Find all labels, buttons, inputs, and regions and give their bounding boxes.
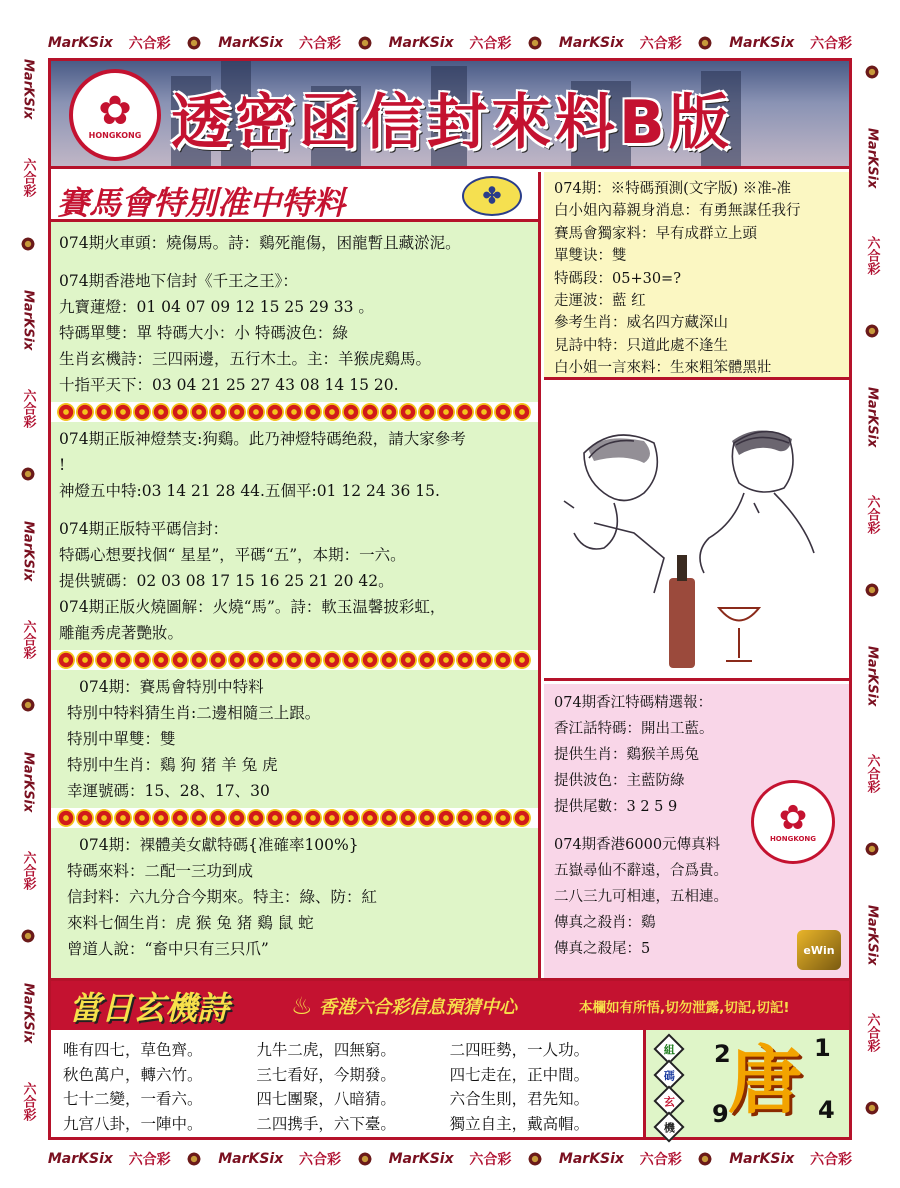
- liuhecai-text: 六合彩: [469, 36, 512, 52]
- combo-label-diamond: 碼: [653, 1059, 684, 1090]
- poem-grid: [51, 1030, 643, 1137]
- flower-icon: [864, 582, 880, 598]
- flower-icon: [864, 64, 880, 80]
- combo-number: 9: [712, 1100, 729, 1128]
- text-line: 白小姐一言來料：生來粗笨體黑壯: [554, 360, 772, 377]
- liuhecai-text: 六合彩: [128, 36, 171, 52]
- liuhecai-text: 六合彩: [469, 1152, 512, 1168]
- right-top-panel: [544, 172, 849, 380]
- marksix-text: MarKSix: [388, 1151, 454, 1167]
- combo-labels: [658, 1038, 680, 1138]
- flower-icon: [186, 1151, 202, 1167]
- liuhecai-text: 六合彩: [20, 1081, 36, 1121]
- liuhecai-text: 六合彩: [20, 158, 36, 198]
- logo-caption: HONGKONG: [88, 130, 142, 140]
- marksix-text: MarKSix: [864, 645, 880, 707]
- flower-icon: [20, 928, 36, 944]
- marksix-text: MarKSix: [218, 1151, 284, 1167]
- text-line: 單雙诀：雙: [554, 248, 627, 265]
- liuhecai-text: 六合彩: [639, 36, 682, 52]
- text-line: 見詩中特：只道此處不逢生: [554, 337, 728, 354]
- liuhecai-text: 六合彩: [20, 850, 36, 890]
- liuhecai-text: 六合彩: [864, 236, 880, 276]
- liuhecai-text: 六合彩: [864, 1013, 880, 1053]
- bar-note: 本欄如有所悟,切勿泄露,切記,切記!: [579, 999, 790, 1016]
- text-line: 走運波：藍 红: [554, 293, 646, 310]
- flower-icon: [357, 1151, 373, 1167]
- poem-row: [63, 1112, 643, 1137]
- bell-icon: ♨: [291, 991, 313, 1020]
- flower-icon: [527, 1151, 543, 1167]
- decorative-divider: [51, 402, 538, 422]
- text-line: 074期：※特碼預測(文字版) ※准-准: [554, 181, 791, 197]
- combo-big-character: 唐: [728, 1038, 802, 1124]
- top-border-strip: [40, 28, 860, 58]
- poem-line: 三七看好，今期發。: [256, 1065, 396, 1084]
- text-line: 傳真之殺肖：鷄: [554, 915, 656, 931]
- flower-icon: [697, 35, 713, 51]
- bauhinia-icon: ✿: [98, 87, 132, 134]
- marksix-text: MarKSix: [729, 1151, 795, 1167]
- right-border-strip: [856, 40, 888, 1140]
- text-line: 提供尾數：3 2 5 9: [554, 799, 678, 815]
- decorative-divider: [51, 808, 538, 828]
- sketch-illustration: [544, 383, 849, 681]
- liuhecai-text: 六合彩: [299, 1152, 342, 1168]
- poem-line: 二四旺勢，一人功。: [449, 1041, 590, 1059]
- flower-icon: [357, 35, 373, 51]
- main-frame: [48, 58, 852, 1140]
- text-line: 提供波色：主藍防綠: [554, 773, 685, 789]
- bottom-border-strip: [40, 1144, 860, 1174]
- poem-line: 秋色萬户，轉六竹。: [63, 1065, 203, 1084]
- text-line: 074期正版神燈禁支:狗鷄。此乃神燈特碼绝殺，請大家參考: [59, 430, 466, 448]
- flower-icon: [864, 1100, 880, 1116]
- marksix-text: MarKSix: [218, 35, 284, 51]
- text-line: 特別中特料猜生肖:二邊相隨三上跟。: [67, 704, 321, 722]
- flower-icon: [20, 697, 36, 713]
- text-line: 074期：賽馬會特別中特料: [79, 678, 264, 696]
- poem-line: 六合生則，君先知。: [449, 1090, 590, 1108]
- liuhecai-text: 六合彩: [810, 1152, 853, 1168]
- text-line: 白小姐內幕親身消息：有勇無謀任我行: [554, 203, 801, 220]
- daily-poem-bar: [51, 978, 849, 1030]
- text-line: 五嶽尋仙不辭遠，合爲貴。: [554, 863, 728, 879]
- text-line: 參考生肖：威名四方藏深山: [554, 315, 728, 332]
- text-line: !: [59, 456, 66, 474]
- text-line: 特碼心想要找個“ 星星”，平碼“五”，本期：一六。: [59, 546, 406, 564]
- combo-label-diamond: 組: [653, 1033, 684, 1064]
- right-bottom-panel: [544, 684, 849, 978]
- bar-title: 當日玄機詩: [69, 988, 230, 1027]
- bar-center-text: 香港六合彩信息預猜中心: [319, 996, 517, 1018]
- marksix-text: MarKSix: [20, 520, 36, 582]
- header-banner: [51, 61, 849, 169]
- decorative-divider: [51, 650, 538, 670]
- text-line: 074期香江特碼精選報：: [554, 695, 713, 711]
- text-line: 神燈五中特:03 14 21 28 44.五個平:01 12 24 36 15.: [59, 482, 440, 500]
- text-line: 074期香港6000元傳真料: [554, 837, 721, 853]
- ewin-label: eWin: [803, 943, 835, 957]
- flower-icon: [20, 236, 36, 252]
- text-line: 傳真之殺尾：5: [554, 941, 651, 957]
- liuhecai-text: 六合彩: [128, 1152, 171, 1168]
- text-line: 信封料：六九分合今期來。特主：綠、防：紅: [67, 888, 378, 906]
- text-line: 特別中單雙：雙: [67, 730, 176, 748]
- marksix-text: MarKSix: [20, 751, 36, 813]
- text-line: 特碼單雙：單 特碼大小：小 特碼波色：綠: [59, 324, 348, 342]
- poem-line: 九宫八卦，一陣中。: [63, 1114, 203, 1133]
- flower-icon: [864, 323, 880, 339]
- text-line: 來料七個生肖：虎 猴 兔 猪 鷄 鼠 蛇: [67, 914, 314, 932]
- flower-icon: [697, 1151, 713, 1167]
- poem-line: 二四携手，六下臺。: [256, 1114, 396, 1133]
- text-line: 074期火車頭：燒傷馬。詩：鷄死龍傷，困龍暫且藏淤泥。: [59, 234, 461, 252]
- ewin-badge: [797, 930, 841, 970]
- combo-code-panel: [643, 1030, 849, 1137]
- left-panel-header: [51, 172, 538, 222]
- text-line: 074期正版火燒圖解：火燒“馬”。詩：軟玉温馨披彩虹，: [59, 598, 446, 616]
- text-line: 生肖玄機詩：三四兩邊，五行木土。主：羊猴虎鷄馬。: [59, 350, 432, 368]
- text-line: 074期正版特平碼信封：: [59, 520, 229, 538]
- hkjc-lottery-logo: [69, 69, 161, 161]
- poem-line: 唯有四七，草色齊。: [63, 1041, 203, 1059]
- logo-caption: HONGKONG: [769, 835, 817, 843]
- poem-line: 九牛二虎，四無窮。: [256, 1041, 396, 1059]
- combo-number: 2: [714, 1040, 731, 1068]
- text-line: 賽馬會獨家料：早有成群立上頭: [554, 225, 757, 242]
- two-men-drinking-sketch: [544, 383, 849, 681]
- text-line: 九寶蓮燈：01 04 07 09 12 15 25 29 33 。: [59, 298, 374, 316]
- poem-line: 七十二變，一看六。: [63, 1090, 203, 1108]
- marksix-text: MarKSix: [20, 982, 36, 1044]
- marksix-text: MarKSix: [558, 1151, 624, 1167]
- text-line: 特碼來料：二配一三功到成: [67, 862, 254, 880]
- text-line: 特別中生肖：鷄 狗 猪 羊 兔 虎: [67, 756, 278, 774]
- marksix-text: MarKSix: [20, 290, 36, 351]
- combo-label-diamond: 玄: [653, 1085, 684, 1116]
- marksix-text: MarKSix: [20, 59, 36, 120]
- marksix-text: MarKSix: [864, 386, 880, 448]
- liuhecai-text: 六合彩: [299, 36, 342, 52]
- combo-number: 1: [814, 1034, 831, 1062]
- bottle-icon: [669, 578, 695, 668]
- flower-icon: [864, 841, 880, 857]
- text-line: 十指平天下：03 04 21 25 27 43 08 14 15 20.: [59, 376, 399, 394]
- text-line: 提供生肖：鷄猴羊馬兔: [554, 747, 699, 763]
- text-line: 二八三九可相連，五相連。: [554, 889, 728, 905]
- text-line: 雕龍秀虎著艷妝。: [59, 624, 184, 642]
- marksix-text: MarKSix: [388, 35, 454, 51]
- poem-row: [63, 1087, 643, 1112]
- marksix-text: MarKSix: [864, 904, 880, 966]
- liuhecai-text: 六合彩: [810, 36, 853, 52]
- text-line: 曾道人說：“畜中只有三只爪”: [67, 940, 269, 958]
- liuhecai-text: 六合彩: [864, 754, 880, 794]
- liuhecai-text: 六合彩: [864, 495, 880, 535]
- left-border-strip: [12, 40, 44, 1140]
- page-title: 透密函信封來料B版: [171, 88, 733, 158]
- liuhecai-text: 六合彩: [639, 1152, 682, 1168]
- poem-row: [63, 1038, 643, 1063]
- poem-line: 四七團聚，八暗猜。: [256, 1090, 396, 1108]
- poem-line: 獨立自主，戴高帽。: [449, 1114, 590, 1133]
- poem-row: [63, 1063, 643, 1088]
- poem-line: 四七走在，正中間。: [449, 1065, 590, 1084]
- marksix-text: MarKSix: [864, 127, 880, 189]
- liuhecai-text: 六合彩: [20, 388, 36, 428]
- text-line: 074期：裸體美女獻特碼{准確率100%}: [79, 836, 359, 854]
- left-content-panel: [51, 172, 541, 978]
- combo-label-diamond: 機: [653, 1111, 684, 1142]
- left-panel-title: 賽馬會特別准中特料: [57, 184, 346, 222]
- jockey-club-icon: ✤: [462, 176, 522, 216]
- text-line: 提供號碼：02 03 08 17 15 16 25 21 20 42。: [59, 572, 394, 590]
- bauhinia-icon: ✿: [778, 798, 808, 838]
- text-line: 香江話特碼：開出工藍。: [554, 721, 714, 737]
- flower-icon: [20, 466, 36, 482]
- liuhecai-text: 六合彩: [20, 619, 36, 659]
- marksix-text: MarKSix: [47, 1151, 113, 1167]
- marksix-text: MarKSix: [558, 35, 624, 51]
- flower-icon: [527, 35, 543, 51]
- text-line: 幸運號碼：15、28、17、30: [67, 782, 270, 800]
- hkjc-lottery-logo-small: [751, 780, 835, 864]
- text-line: 特碼段：05+30=?: [554, 270, 681, 287]
- combo-number: 4: [818, 1096, 835, 1124]
- flower-icon: [186, 35, 202, 51]
- marksix-text: MarKSix: [729, 35, 795, 51]
- text-line: 074期香港地下信封《千王之王》：: [59, 272, 298, 290]
- marksix-text: MarKSix: [47, 35, 113, 51]
